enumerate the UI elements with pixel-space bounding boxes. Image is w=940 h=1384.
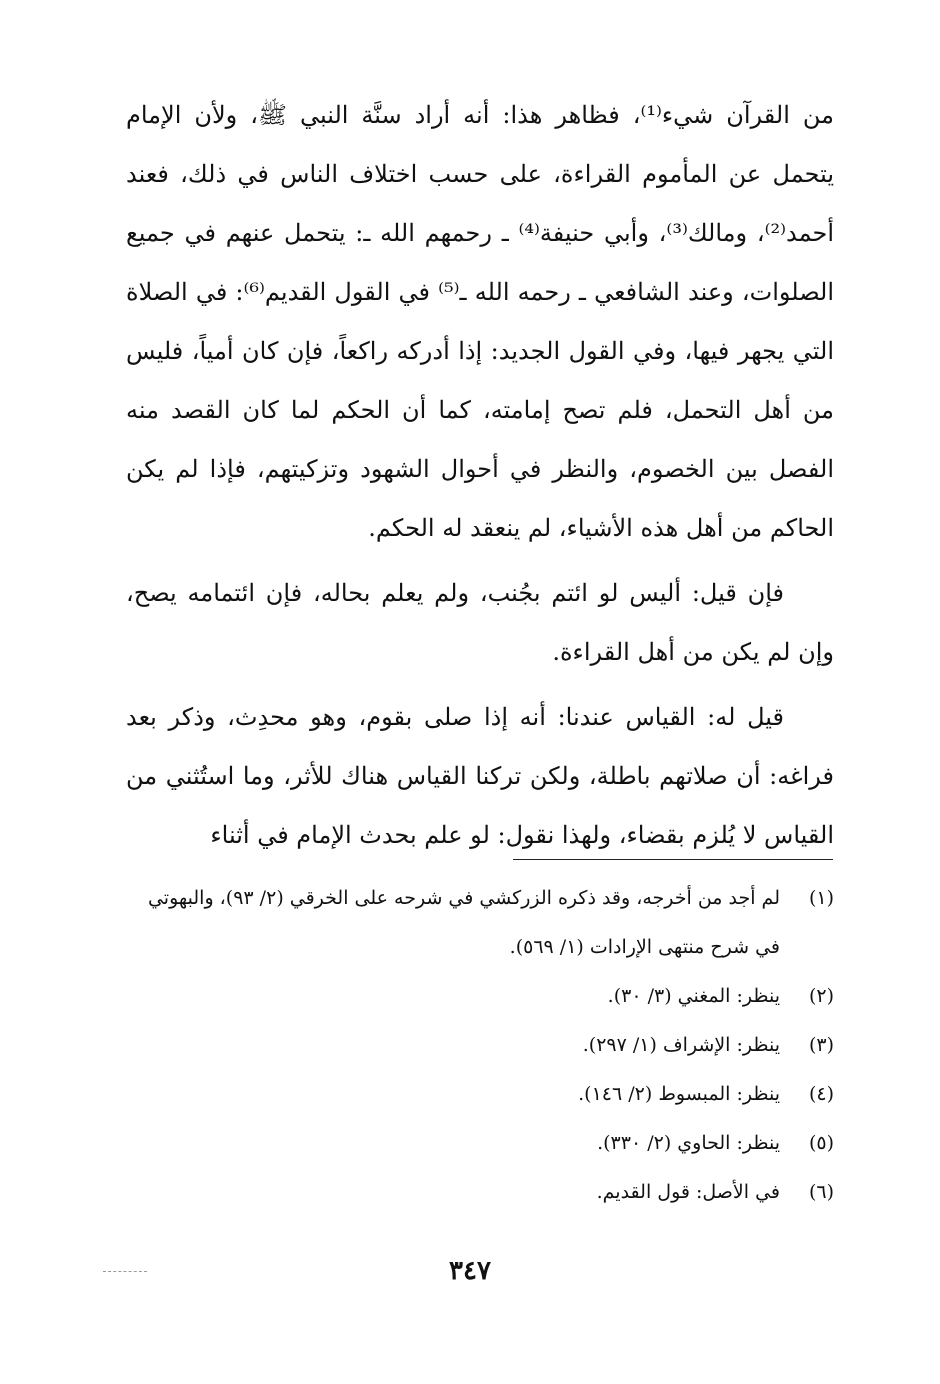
footnotes-list	[120, 874, 834, 1217]
footnote-marker: (٦)	[808, 1181, 834, 1203]
footnote-4	[120, 1070, 834, 1119]
footnote-text: ينظر: الإشراف (١/ ٢٩٧).	[582, 1034, 780, 1056]
paragraph-1: من القرآن شيء⁽¹⁾، فظاهر هذا: أنه أراد سنَّة النبي ﷺ، ولأن الإمام يتحمل عن المأموم القراءة، على حسب اختلاف الناس في ذلك، فعند أحمد⁽²⁾، ومالك⁽³⁾، وأبي حنيفة⁽⁴⁾ ـ رحمهم الله ـ: يتحمل عنهم في جميع الصلوات، وعند الشافعي ـ رحمه الله ـ⁽⁵⁾ في القول القديم⁽⁶⁾: في الصلاة التي يجهر فيها، وفي القول الجديد: إذا أدركه راكعاً، فإن كان أمياً، فليس من أهل التحمل، فلم تصح إمامته، كما أن الحكم لما كان القصد منه الفصل بين الخصوم، والنظر في أحوال الشهود وتزكيتهم، فإذا لم يكن الحاكم من أهل هذه الأشياء، لم ينعقد له الحكم.	[126, 101, 835, 542]
footnote-marker: (١)	[808, 887, 834, 909]
footnote-marker: (٣)	[808, 1034, 834, 1056]
main-text	[126, 86, 834, 865]
footnote-text: ينظر: المبسوط (٢/ ١٤٦).	[578, 1083, 780, 1105]
footnote-6	[120, 1168, 834, 1217]
paragraph-2: فإن قيل: أليس لو ائتم بجُنب، ولم يعلم بحاله، فإن ائتمامه يصح، وإن لم يكن من أهل القراءة.	[126, 579, 834, 666]
paragraph-3: قيل له: القياس عندنا: أنه إذا صلى بقوم، وهو محدِث، وذكر بعد فراغه: أن صلاتهم باطلة، ولكن تركنا القياس هناك للأثر، وما استُثني من القياس لا يُلزم بقضاء، ولهذا نقول: لو علم بحدث الإمام في أثناء	[126, 703, 834, 849]
footnote-marker: (٥)	[808, 1132, 834, 1154]
scan-artifact	[103, 1271, 147, 1272]
footnote-marker: (٢)	[808, 985, 834, 1007]
footnote-text: ينظر: المغني (٣/ ٣٠).	[607, 985, 780, 1007]
footnote-text: لم أجد من أخرجه، وقد ذكره الزركشي في شرحه على الخرقي (٢/ ٩٣)، والبهوتي في شرح منتهى الإرادات (١/ ٥٦٩).	[147, 887, 780, 958]
page-number: ٣٤٧	[449, 1256, 491, 1286]
footnote-1	[120, 874, 834, 972]
footnote-3	[120, 1021, 834, 1070]
footnote-2	[120, 972, 834, 1021]
footnote-text: في الأصل: قول القديم.	[596, 1181, 780, 1203]
footnote-text: ينظر: الحاوي (٢/ ٣٣٠).	[597, 1132, 780, 1154]
footnote-5	[120, 1119, 834, 1168]
footnote-separator	[513, 859, 833, 860]
footnote-marker: (٤)	[808, 1083, 834, 1105]
